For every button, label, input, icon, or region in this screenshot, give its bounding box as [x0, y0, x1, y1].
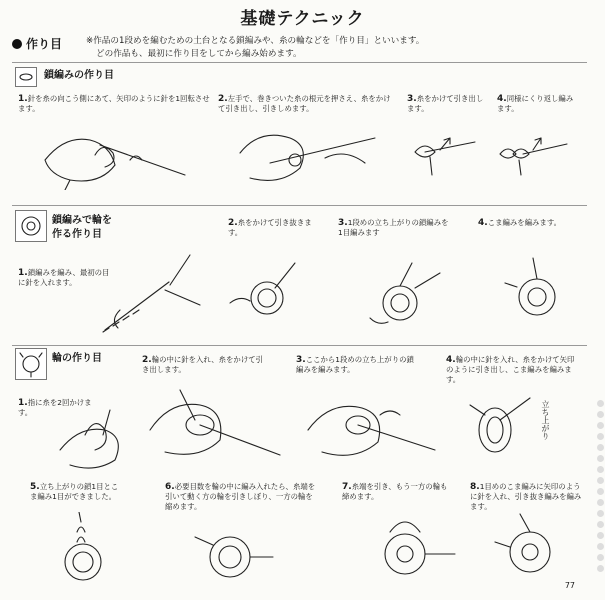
intro-line-2: どの作品も、最初に作り目をしてから編み始めます。: [96, 49, 302, 59]
s2-step-3: 3.1段めの立ち上がりの鎖編みを1目編みます: [338, 218, 449, 237]
s2-step-1: 1.鎖編みを編み、最初の目に針を入れます。: [18, 268, 110, 287]
s3-step-4: 4.輪の中に針を入れ、糸をかけて矢印のように引き出し、こま編みを編みます。: [446, 355, 575, 384]
section1-title: 鎖編みの作り目: [44, 70, 114, 81]
s1-step-2: 2.左手で、巻きついた糸の根元を押さえ、糸をかけて引き出し、引きしめます。: [218, 94, 391, 113]
s3-illustration-6: [185, 515, 275, 590]
s3-illustration-2: [140, 380, 285, 470]
intro-line-1: ※作品の1段めを編むための土台となる鎖編みや、糸の輪などを「作り目」といいます。: [86, 36, 425, 46]
s1-illustration-4: [495, 132, 570, 177]
s1-illustration-1: [40, 120, 190, 190]
s3-step-8: 8.1目めのこま編みに矢印のように針を入れ、引き抜き編みを編みます。: [470, 482, 582, 511]
s3-step-1: 1.指に糸を2回かけます。: [18, 398, 92, 417]
s3-step-5: 5.立ち上がりの鎖1目とこま編み1目ができました。: [30, 482, 119, 501]
s2-illustration-1: [95, 250, 205, 340]
s3-illustration-5: [55, 512, 115, 587]
s1-illustration-2: [230, 118, 380, 190]
s1-step-3: 3.糸をかけて引き出します。: [407, 94, 484, 113]
s2-step-2: 2.糸をかけて引き抜きます。: [228, 218, 312, 237]
side-label-tachiagari: 立ち上がり: [541, 400, 550, 440]
s3-step-6: 6.必要目数を輪の中に編み入れたら、糸端を引いて動く方の輪を引きしぼり、一方の輪を縮めます。: [165, 482, 316, 511]
s3-illustration-8: [490, 512, 570, 582]
intro-text: [86, 35, 586, 61]
intro-label: 作り目: [26, 37, 63, 51]
chain-symbol-icon: [15, 67, 37, 87]
s1-step-4: 4.同様にくり返し編みます。: [497, 94, 574, 113]
divider-section2: [12, 205, 587, 206]
s3-step-2: 2.輪の中に針を入れ、糸をかけて引き出します。: [142, 355, 263, 374]
page-title: 基礎テクニック: [240, 9, 365, 29]
magic-ring-symbol-icon: [15, 348, 47, 380]
s1-illustration-3: [410, 132, 480, 177]
s3-step-3: 3.ここから1段めの立ち上がりの鎖編みを編みます。: [296, 355, 414, 374]
s3-illustration-3: [300, 380, 440, 470]
bullet-icon: [12, 39, 22, 49]
s3-illustration-7: [360, 512, 460, 587]
s2-illustration-2: [225, 258, 300, 328]
page-number: 77: [564, 581, 575, 590]
s2-step-4: 4.こま編みを編みます。: [478, 218, 562, 228]
s3-illustration-1: [55, 405, 130, 475]
s3-step-7: 7.糸端を引き、もう一方の輪も締めます。: [342, 482, 448, 501]
ring-symbol-icon: [15, 210, 47, 242]
intro-heading: [12, 35, 62, 52]
s1-step-1: 1.針を糸の向こう側にあて、矢印のように針を1回転させます。: [18, 94, 210, 113]
section3-title: 輪の作り目: [52, 353, 102, 364]
s2-illustration-3: [360, 258, 450, 338]
divider-top: [12, 62, 587, 63]
section2-title: 鎖編みで輪を 作る作り目: [52, 215, 112, 240]
s2-illustration-4: [495, 255, 575, 335]
divider-section3: [12, 345, 587, 346]
binder-dots: [597, 400, 605, 576]
s3-illustration-4: [460, 390, 535, 470]
